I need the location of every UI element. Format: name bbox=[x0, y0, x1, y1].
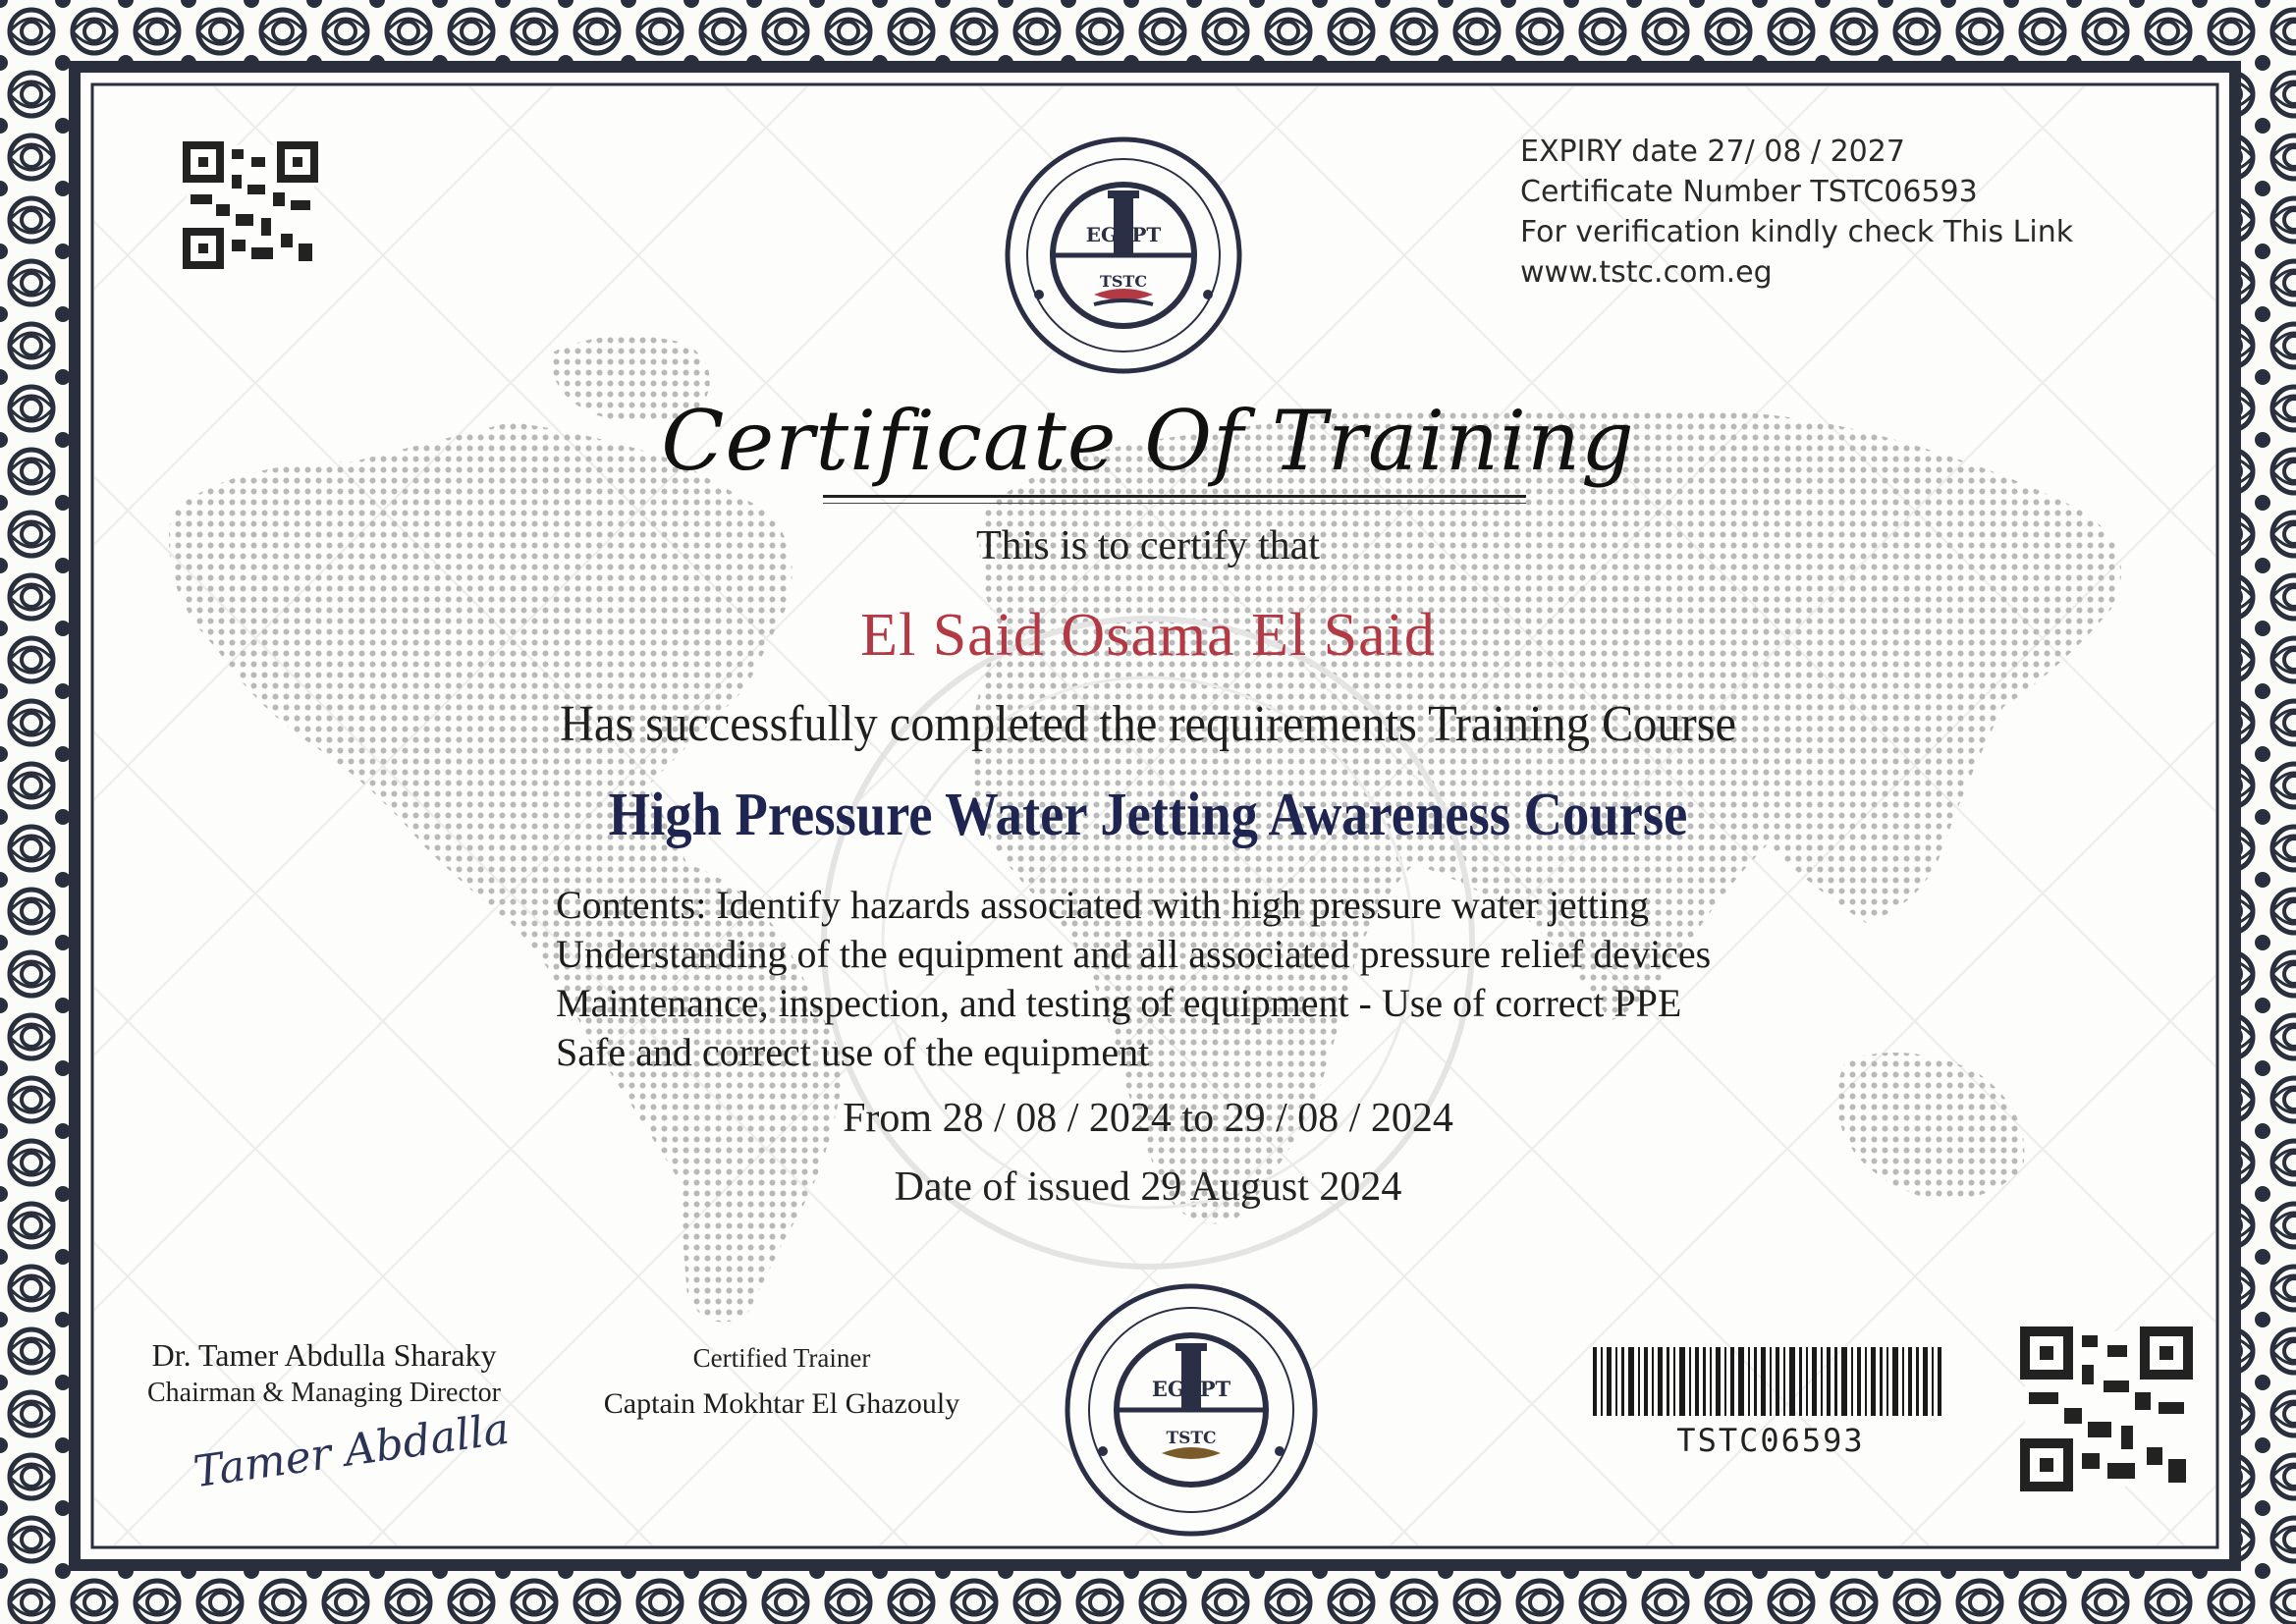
expiry-date: EXPIRY date 27/ 08 / 2027 bbox=[1520, 135, 1905, 169]
chairman-title: Chairman & Managing Director bbox=[146, 1378, 501, 1408]
barcode-number: TSTC06593 bbox=[1676, 1422, 1865, 1459]
contents-line: Maintenance, inspection, and testing of equipment - Use of correct PPE bbox=[556, 981, 1682, 1025]
chairman-signature-block bbox=[98, 1337, 550, 1409]
top-seal-country: EGYPT bbox=[1085, 223, 1162, 246]
certificate-meta bbox=[1520, 132, 2208, 293]
title-underline-thin bbox=[823, 503, 1526, 504]
title-underline bbox=[823, 495, 1526, 498]
bottom-seal-abbr: TSTC bbox=[1166, 1429, 1217, 1448]
course-dates: From 28 / 08 / 2024 to 29 / 08 / 2024 bbox=[843, 1096, 1453, 1141]
chairman-name: Dr. Tamer Abdulla Sharaky bbox=[151, 1337, 497, 1373]
bottom-seal bbox=[1067, 1286, 1315, 1534]
chairman-signature: Tamer Abdalla bbox=[191, 1403, 513, 1498]
qr-code-bottom bbox=[2025, 1331, 2188, 1487]
trainer-name: Captain Mokhtar El Ghazouly bbox=[603, 1387, 960, 1420]
contents-line: Understanding of the equipment and all associated pressure relief devices bbox=[556, 932, 1712, 976]
course-name: High Pressure Water Jetting Awareness Course bbox=[608, 782, 1688, 848]
completion-statement: Has successfully completed the requirements Training Course bbox=[559, 696, 1737, 752]
contents-line: Contents: Identify hazards associated with high pressure water jetting bbox=[556, 883, 1650, 927]
recipient-name: El Said Osama El Said bbox=[860, 602, 1436, 669]
verification-note: For verification kindly check This Link bbox=[1520, 215, 2074, 249]
bottom-seal-country: EGYPT bbox=[1151, 1377, 1231, 1401]
certificate-number: Certificate Number TSTC06593 bbox=[1520, 175, 1978, 209]
verification-link[interactable]: www.tstc.com.eg bbox=[1520, 255, 1773, 290]
top-seal bbox=[1008, 139, 1239, 371]
certificate-title: Certificate Of Training bbox=[661, 393, 1635, 489]
qr-code-top bbox=[187, 145, 314, 265]
trainer-label: Certified Trainer bbox=[692, 1343, 871, 1373]
issue-date: Date of issued 29 August 2024 bbox=[894, 1164, 1402, 1210]
contents-line: Safe and correct use of the equipment bbox=[556, 1030, 1150, 1074]
certify-text: This is to certify that bbox=[976, 523, 1320, 568]
course-contents bbox=[556, 881, 1931, 1077]
top-seal-abbr: TSTC bbox=[1099, 272, 1148, 291]
trainer-signature-block bbox=[575, 1339, 988, 1421]
